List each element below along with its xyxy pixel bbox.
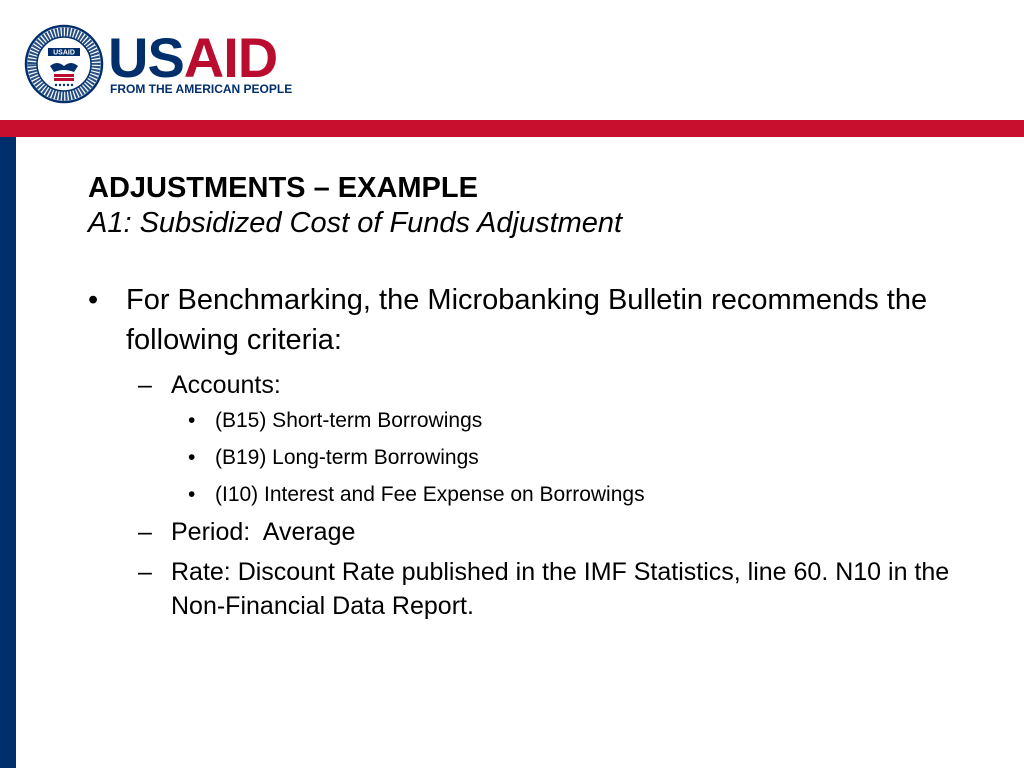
sub-item-text: Accounts: bbox=[171, 371, 281, 399]
logo-us-text: US bbox=[108, 26, 184, 89]
dash-marker: – bbox=[138, 371, 152, 399]
usaid-seal-icon bbox=[24, 24, 104, 104]
bullet-text: For Benchmarking, the Microbanking Bulletin recommends the following criteria: bbox=[126, 284, 928, 356]
seal-label: USAID bbox=[53, 49, 75, 57]
left-blue-bar bbox=[0, 137, 16, 768]
bullet-marker: • bbox=[188, 409, 196, 432]
sub-item-accounts bbox=[88, 368, 988, 402]
account-text: (B19) Long-term Borrowings bbox=[215, 446, 479, 469]
slide-title bbox=[88, 172, 988, 241]
bullet-benchmarking bbox=[88, 280, 988, 360]
sub-item-rate bbox=[88, 555, 988, 623]
logo-tagline: FROM THE AMERICAN PEOPLE bbox=[110, 82, 293, 96]
dash-marker: – bbox=[138, 518, 152, 546]
slide-body bbox=[88, 280, 988, 623]
sub-item-text: Period: Average bbox=[171, 518, 356, 546]
account-text: (B15) Short-term Borrowings bbox=[215, 409, 483, 432]
slide-subtitle: A1: Subsidized Cost of Funds Adjustment bbox=[88, 207, 623, 239]
header-red-band bbox=[0, 120, 1024, 137]
sub-item-text: Rate: Discount Rate published in the IMF Statistics, line 60. N10 in the Non-Financial Data Report. bbox=[171, 558, 950, 620]
sub-item-period bbox=[88, 515, 988, 549]
account-text: (I10) Interest and Fee Expense on Borrowings bbox=[215, 483, 645, 506]
logo-aid-text: AID bbox=[183, 26, 278, 89]
account-item bbox=[88, 402, 988, 439]
slide-header bbox=[0, 0, 1024, 120]
usaid-logo bbox=[108, 26, 278, 89]
bullet-marker: • bbox=[88, 284, 99, 316]
account-item bbox=[88, 439, 988, 476]
slide-title-main: ADJUSTMENTS – EXAMPLE bbox=[88, 172, 478, 204]
account-item bbox=[88, 476, 988, 513]
bullet-marker: • bbox=[188, 483, 196, 506]
dash-marker: – bbox=[138, 558, 152, 586]
bullet-marker: • bbox=[188, 446, 196, 469]
